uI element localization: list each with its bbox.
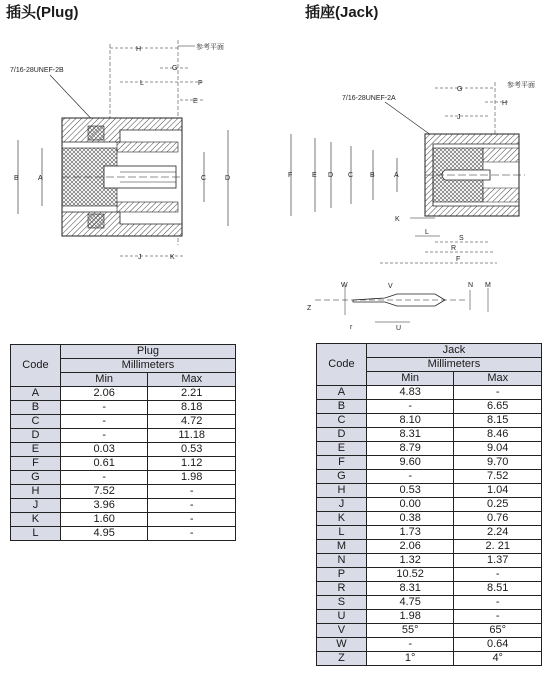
plug-cell-min: 4.95 xyxy=(60,527,148,541)
jack-dim-r-small: r xyxy=(350,324,353,331)
jack-cell-min: 4.83 xyxy=(366,386,454,400)
jack-cell-max: 7.52 xyxy=(454,470,542,484)
plug-dim-b: B xyxy=(14,175,19,182)
jack-cell-code: E xyxy=(317,442,367,456)
jack-cell-max: 0.64 xyxy=(454,638,542,652)
plug-cell-max: - xyxy=(148,485,236,499)
plug-heading: Plug xyxy=(60,345,235,359)
plug-cell-min: 7.52 xyxy=(60,485,148,499)
plug-cell-code: D xyxy=(11,429,61,443)
jack-cell-max: 2.24 xyxy=(454,526,542,540)
plug-unit-header: Millimeters xyxy=(60,359,235,373)
plug-dim-j: J xyxy=(138,254,142,261)
jack-cell-code: R xyxy=(317,582,367,596)
table-row xyxy=(317,442,542,456)
jack-cell-min: 0.38 xyxy=(366,512,454,526)
jack-dim-e: E xyxy=(312,172,317,179)
jack-cell-min: 8.31 xyxy=(366,428,454,442)
jack-dim-s: S xyxy=(459,235,464,242)
jack-cell-min: 1.73 xyxy=(366,526,454,540)
table-row xyxy=(317,610,542,624)
table-row xyxy=(317,652,542,666)
plug-cell-code: C xyxy=(11,415,61,429)
jack-cell-min: 55° xyxy=(366,624,454,638)
plug-cell-code: F xyxy=(11,457,61,471)
jack-dim-z: Z xyxy=(307,305,312,312)
plug-cell-max: 8.18 xyxy=(148,401,236,415)
plug-cell-min: - xyxy=(60,401,148,415)
jack-dim-v: V xyxy=(388,283,393,290)
jack-min-header: Min xyxy=(366,372,454,386)
plug-cell-code: E xyxy=(11,443,61,457)
jack-cell-code: B xyxy=(317,400,367,414)
plug-cell-min: 2.06 xyxy=(60,387,148,401)
plug-ref-plane: 参考平面 xyxy=(196,44,224,51)
jack-cell-code: W xyxy=(317,638,367,652)
plug-title: 插头(Plug) xyxy=(6,4,79,21)
plug-cell-min: 1.60 xyxy=(60,513,148,527)
plug-cell-max: - xyxy=(148,527,236,541)
plug-cell-max: 1.98 xyxy=(148,471,236,485)
table-row xyxy=(317,540,542,554)
jack-cell-min: 9.60 xyxy=(366,456,454,470)
plug-cell-min: 0.61 xyxy=(60,457,148,471)
jack-cell-code: V xyxy=(317,624,367,638)
table-row xyxy=(317,470,542,484)
jack-code-header: Code xyxy=(317,344,367,386)
jack-heading: Jack xyxy=(366,344,541,358)
plug-cell-min: - xyxy=(60,471,148,485)
plug-max-header: Max xyxy=(148,373,236,387)
plug-cell-min: 3.96 xyxy=(60,499,148,513)
plug-cell-min: 0.03 xyxy=(60,443,148,457)
plug-cell-max: 0.53 xyxy=(148,443,236,457)
jack-dim-f-bottom: F xyxy=(456,256,461,263)
jack-cell-max: 65° xyxy=(454,624,542,638)
jack-cell-code: F xyxy=(317,456,367,470)
jack-cell-code: Z xyxy=(317,652,367,666)
plug-cell-min: - xyxy=(60,429,148,443)
jack-dim-l: L xyxy=(425,229,429,236)
jack-cell-max: 2. 21 xyxy=(454,540,542,554)
jack-dim-g: G xyxy=(457,86,463,93)
jack-cell-min: - xyxy=(366,470,454,484)
table-row xyxy=(317,386,542,400)
jack-cell-code: A xyxy=(317,386,367,400)
jack-title: 插座(Jack) xyxy=(305,4,379,21)
plug-dim-d: D xyxy=(225,175,231,182)
jack-dim-w: W xyxy=(341,282,348,289)
jack-dim-f-left: F xyxy=(288,172,293,179)
table-row xyxy=(11,443,236,457)
table-row xyxy=(11,485,236,499)
jack-cell-min: 1.98 xyxy=(366,610,454,624)
plug-cell-code: H xyxy=(11,485,61,499)
table-row xyxy=(317,484,542,498)
jack-dim-m: M xyxy=(485,282,491,289)
jack-cell-min: 8.79 xyxy=(366,442,454,456)
table-row xyxy=(317,498,542,512)
jack-cell-min: - xyxy=(366,638,454,652)
jack-cell-min: 0.53 xyxy=(366,484,454,498)
jack-cell-min: 2.06 xyxy=(366,540,454,554)
jack-cell-max: 9.04 xyxy=(454,442,542,456)
jack-cell-min: 8.31 xyxy=(366,582,454,596)
jack-dim-k: K xyxy=(395,216,400,223)
plug-cell-code: L xyxy=(11,527,61,541)
jack-cell-max: 8.51 xyxy=(454,582,542,596)
jack-unit-header: Millimeters xyxy=(366,358,541,372)
jack-cell-code: S xyxy=(317,596,367,610)
plug-min-header: Min xyxy=(60,373,148,387)
table-row xyxy=(11,527,236,541)
table-row xyxy=(317,456,542,470)
plug-dim-l: L xyxy=(140,80,144,87)
table-row xyxy=(317,554,542,568)
jack-cell-code: K xyxy=(317,512,367,526)
plug-cell-max: - xyxy=(148,499,236,513)
plug-cell-code: A xyxy=(11,387,61,401)
jack-dim-j: J xyxy=(457,114,461,121)
jack-cell-code: H xyxy=(317,484,367,498)
jack-cell-code: D xyxy=(317,428,367,442)
plug-cell-code: J xyxy=(11,499,61,513)
plug-dim-e: E xyxy=(193,98,198,105)
table-row xyxy=(11,457,236,471)
table-row xyxy=(317,638,542,652)
table-row xyxy=(317,568,542,582)
jack-dim-h: H xyxy=(502,100,508,107)
jack-cell-min: 0.00 xyxy=(366,498,454,512)
plug-code-header: Code xyxy=(11,345,61,387)
jack-cell-min: 1.32 xyxy=(366,554,454,568)
jack-cell-max: - xyxy=(454,386,542,400)
jack-cell-max: 1.04 xyxy=(454,484,542,498)
plug-dim-h: H xyxy=(136,46,142,53)
jack-cell-code: G xyxy=(317,470,367,484)
jack-cell-max: 8.15 xyxy=(454,414,542,428)
plug-drawing xyxy=(0,30,250,270)
jack-cell-code: N xyxy=(317,554,367,568)
plug-dim-a: A xyxy=(38,175,43,182)
jack-cell-min: 1° xyxy=(366,652,454,666)
table-row xyxy=(11,429,236,443)
plug-dim-f: F xyxy=(198,80,203,87)
jack-cell-code: L xyxy=(317,526,367,540)
plug-cell-max: 11.18 xyxy=(148,429,236,443)
jack-thread-label: 7/16-28UNEF-2A xyxy=(342,95,396,102)
jack-cell-max: 9.70 xyxy=(454,456,542,470)
table-row xyxy=(11,415,236,429)
jack-cell-max: 8.46 xyxy=(454,428,542,442)
jack-cell-max: 6.65 xyxy=(454,400,542,414)
jack-dim-a: A xyxy=(394,172,399,179)
plug-cell-code: K xyxy=(11,513,61,527)
jack-dim-d: D xyxy=(328,172,334,179)
jack-cell-code: J xyxy=(317,498,367,512)
jack-max-header: Max xyxy=(454,372,542,386)
plug-dim-k: K xyxy=(170,254,175,261)
jack-ref-plane: 参考平面 xyxy=(507,82,535,89)
plug-cell-max: - xyxy=(148,513,236,527)
jack-cell-code: M xyxy=(317,540,367,554)
plug-cell-max: 1.12 xyxy=(148,457,236,471)
plug-cell-code: B xyxy=(11,401,61,415)
jack-cell-min: - xyxy=(366,400,454,414)
jack-cell-max: 0.76 xyxy=(454,512,542,526)
jack-cell-max: 1.37 xyxy=(454,554,542,568)
jack-cell-max: - xyxy=(454,610,542,624)
plug-cell-max: 4.72 xyxy=(148,415,236,429)
jack-cell-max: - xyxy=(454,568,542,582)
jack-cell-max: 0.25 xyxy=(454,498,542,512)
jack-cell-max: 4° xyxy=(454,652,542,666)
table-row xyxy=(317,596,542,610)
table-row xyxy=(317,414,542,428)
jack-cell-code: U xyxy=(317,610,367,624)
table-row xyxy=(317,428,542,442)
jack-cell-max: - xyxy=(454,596,542,610)
table-row xyxy=(317,512,542,526)
table-row xyxy=(11,401,236,415)
jack-dim-r: R xyxy=(451,245,457,252)
jack-dim-b: B xyxy=(370,172,375,179)
jack-dim-u: U xyxy=(396,325,402,332)
jack-dim-n: N xyxy=(468,282,474,289)
table-row xyxy=(317,526,542,540)
plug-cell-code: G xyxy=(11,471,61,485)
jack-cell-min: 4.75 xyxy=(366,596,454,610)
table-row xyxy=(317,624,542,638)
plug-spec-table xyxy=(10,344,236,541)
jack-cell-min: 8.10 xyxy=(366,414,454,428)
jack-drawing xyxy=(285,30,545,340)
table-row xyxy=(11,471,236,485)
table-row xyxy=(317,400,542,414)
table-row xyxy=(11,387,236,401)
table-row xyxy=(317,582,542,596)
table-row xyxy=(11,513,236,527)
jack-cell-min: 10.52 xyxy=(366,568,454,582)
table-row xyxy=(11,499,236,513)
plug-cell-max: 2.21 xyxy=(148,387,236,401)
plug-dim-g: G xyxy=(172,65,178,72)
jack-spec-table xyxy=(316,343,542,666)
plug-thread-label: 7/16-28UNEF-2B xyxy=(10,67,64,74)
plug-dim-c: C xyxy=(201,175,207,182)
jack-dim-c: C xyxy=(348,172,354,179)
plug-cell-min: - xyxy=(60,415,148,429)
jack-cell-code: C xyxy=(317,414,367,428)
jack-cell-code: P xyxy=(317,568,367,582)
